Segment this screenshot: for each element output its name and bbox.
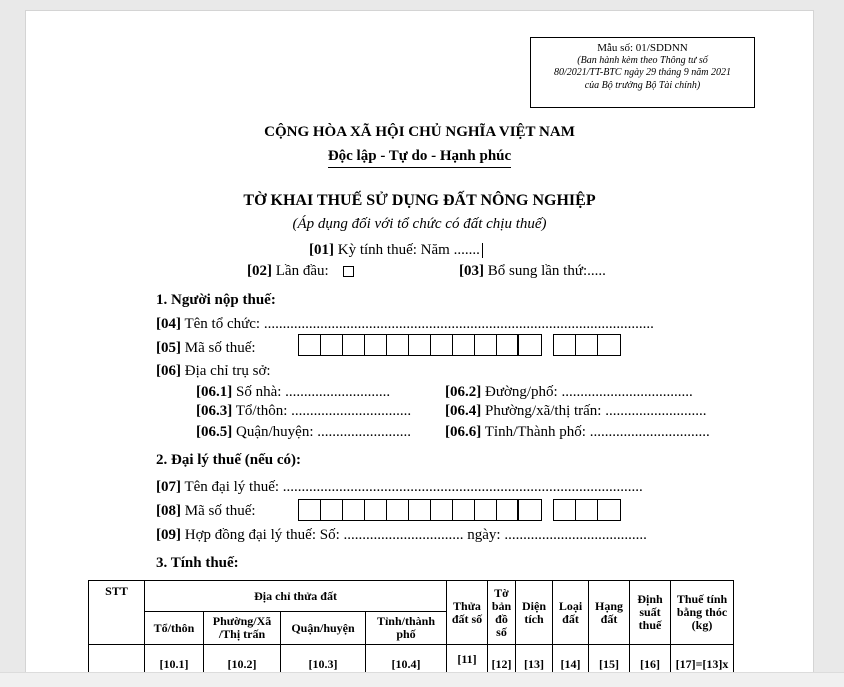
motto: Độc lập - Tự do - Hạnh phúc <box>328 148 511 168</box>
form-issued-line-2: 80/2021/TT-BTC ngày 29 tháng 9 năm 2021 <box>553 67 732 78</box>
field-code-04: [04] <box>156 316 181 332</box>
form-code-box <box>530 37 755 108</box>
code-cell: [16] <box>630 645 671 685</box>
field-code-08: [08] <box>156 503 181 519</box>
col-province: Tỉnh/thành phố <box>366 612 447 645</box>
field-code-06-2: [06.2] <box>445 384 482 400</box>
province-field[interactable] <box>445 424 710 441</box>
field-code-06-3: [06.3] <box>196 403 233 419</box>
first-time-field <box>247 263 354 280</box>
code-cell: [10.4] <box>366 645 447 685</box>
ward-field[interactable] <box>445 403 706 420</box>
col-ward: Phường/Xã /Thị trấn <box>204 612 281 645</box>
street-field[interactable] <box>445 384 693 401</box>
agent-tax-id-boxes[interactable] <box>298 499 542 521</box>
hamlet-label: Tổ/thôn: ................................ <box>235 403 412 419</box>
field-code-06-1: [06.1] <box>196 384 233 400</box>
code-cell: [10.3] <box>281 645 366 685</box>
house-number-field[interactable] <box>196 384 390 401</box>
code-cell: [12] <box>488 645 516 685</box>
code-cell: [13] <box>516 645 553 685</box>
section-2-title: 2. Đại lý thuế (nếu có): <box>156 452 301 468</box>
field-code-03: [03] <box>459 263 484 279</box>
col-map-sheet: Tờ bản đồ số <box>488 581 516 645</box>
supplement-field <box>459 263 606 280</box>
tax-id-boxes[interactable] <box>298 334 542 356</box>
col-hamlet: Tổ/thôn <box>145 612 204 645</box>
col-land-grade: Hạng đất <box>589 581 630 645</box>
agent-name-label: Tên đại lý thuế: ................................................................................................ <box>184 479 643 495</box>
col-stt: STT <box>89 581 145 645</box>
section-3-title: 3. Tính thuế: <box>156 555 239 571</box>
tax-id-field <box>156 340 256 357</box>
house-number-label: Số nhà: ............................ <box>236 384 391 400</box>
first-time-checkbox[interactable] <box>343 266 354 277</box>
field-code-02: [02] <box>247 263 272 279</box>
code-cell: [15] <box>589 645 630 685</box>
agent-contract-field[interactable] <box>156 527 647 544</box>
agent-tax-id-field <box>156 503 256 520</box>
field-code-07: [07] <box>156 479 181 495</box>
ward-label: Phường/xã/thị trấn: ........................... <box>485 403 707 419</box>
field-code-01: [01] <box>309 242 334 258</box>
form-issued-line-1: (Ban hành kèm theo Thông tư số <box>577 54 708 66</box>
col-plot-number: Thửa đất số <box>447 581 488 645</box>
tax-period-field[interactable] <box>309 242 483 259</box>
form-subtitle: (Áp dụng đối với tổ chức có đất chịu thuế) <box>292 216 547 232</box>
district-label: Quận/huyện: ......................... <box>236 424 411 440</box>
org-name-field[interactable] <box>156 316 654 333</box>
col-tax-paddy: Thuế tính bằng thóc (kg) <box>671 581 734 645</box>
horizontal-scrollbar[interactable] <box>0 672 844 687</box>
section-1-title: 1. Người nộp thuế: <box>156 292 276 308</box>
agent-tax-id-branch-boxes[interactable] <box>553 499 621 521</box>
col-land-type: Loại đất <box>553 581 589 645</box>
first-time-label: Lần đầu: <box>275 263 329 279</box>
field-code-05: [05] <box>156 340 181 356</box>
office-address-field <box>156 363 271 380</box>
text-cursor <box>482 243 483 258</box>
agent-name-field[interactable] <box>156 479 643 496</box>
col-tax-rate: Định suất thuế <box>630 581 671 645</box>
tax-id-branch-boxes[interactable] <box>553 334 621 356</box>
province-label: Tỉnh/Thành phố: ................................ <box>484 424 710 440</box>
code-cell: [10.2] <box>204 645 281 685</box>
col-district: Quận/huyện <box>281 612 366 645</box>
tax-period-label: Kỳ tính thuế: Năm ....... <box>337 242 480 258</box>
nation-heading: CỘNG HÒA XÃ HỘI CHỦ NGHĨA VIỆT NAM <box>264 124 575 140</box>
code-cell: [14] <box>553 645 589 685</box>
form-issued-line-3: của Bộ trưởng Bộ Tài chính) <box>584 79 701 91</box>
field-code-06-6: [06.6] <box>445 424 482 440</box>
field-code-09: [09] <box>156 527 181 543</box>
supplement-label: Bổ sung lần thứ:..... <box>487 263 606 279</box>
street-label: Đường/phố: ................................... <box>485 384 693 400</box>
motto-wrapper <box>26 147 813 168</box>
office-address-label: Địa chỉ trụ sở: <box>184 363 271 379</box>
col-area: Diện tích <box>516 581 553 645</box>
code-cell: [11] <box>447 645 488 685</box>
code-cell: [10.1] <box>145 645 204 685</box>
tax-id-label: Mã số thuế: <box>184 340 256 356</box>
agent-contract-label: Hợp đồng đại lý thuế: Số: ................................ ngày: ...................................... <box>184 527 647 543</box>
form-code: Mẫu số: 01/SDDNN <box>597 42 688 54</box>
district-field[interactable] <box>196 424 411 441</box>
agent-tax-id-label: Mã số thuế: <box>184 503 256 519</box>
field-code-06: [06] <box>156 363 181 379</box>
code-cell: [17]=[13]x <box>671 645 734 685</box>
tax-table <box>88 580 734 685</box>
hamlet-field[interactable] <box>196 403 411 420</box>
org-name-label: Tên tổ chức: ........................................................................................................ <box>184 316 654 332</box>
document-page <box>25 10 814 687</box>
col-address: Địa chỉ thửa đất <box>145 581 447 612</box>
field-code-06-5: [06.5] <box>196 424 233 440</box>
field-code-06-4: [06.4] <box>445 403 482 419</box>
form-title: TỜ KHAI THUẾ SỬ DỤNG ĐẤT NÔNG NGHIỆP <box>243 192 596 209</box>
